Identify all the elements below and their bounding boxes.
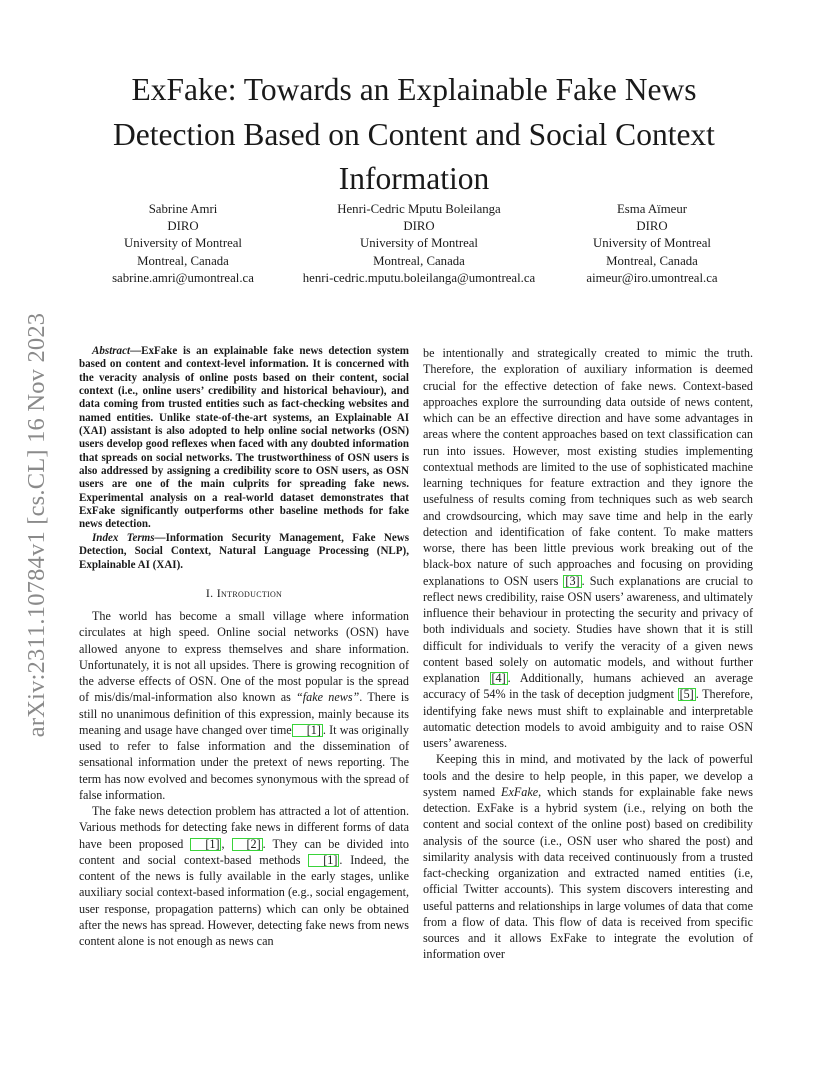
citation-link[interactable]: [1] — [190, 838, 221, 851]
text-run: . Additionally, humans achieved an average accuracy of 54% in the task of deception judgment — [423, 671, 754, 702]
paper-title: ExFake: Towards an Explainable Fake News Detection Based on Content and Social Context Information — [113, 72, 715, 196]
text-run: , which stands for explainable fake news detection. ExFake is a hybrid system (i.e., relying on both the content and social context of the online post) based on credibility analysis of the source (i.e., OSN user who shared the post) and similarity analysis with data received continuously from a trusted fact-checking organization and extracted named entities (i.e, official Twitter accounts). This system discovers interesting and useful patterns and relationships in large volumes of data that come from a flow of data. This flow of data is received from specific sources and it allows ExFake to integrate the evolution of information over — [423, 784, 753, 962]
section-number: I. — [205, 585, 217, 600]
text-run: , — [221, 836, 232, 851]
arxiv-identifier-text: arXiv:2311.10784v1 [cs.CL] 16 Nov 2023 — [23, 312, 50, 738]
system-name: ExFake — [501, 784, 539, 799]
index-terms-label: Index Terms — [92, 531, 155, 544]
author-3 — [502, 201, 802, 287]
text-run: . Therefore, identifying fake news must shift to explainable and interpretable automatic detection models to avoid ambiguity and to raise OSN users’ awareness. — [423, 687, 753, 750]
abstract-label: Abstract — [92, 345, 131, 357]
intro-paragraph-2 — [79, 803, 409, 949]
author-location: Montreal, Canada — [373, 253, 465, 268]
text-run: The world has become a small village where information circulates at high speed. Online social networks (OSN) have allowed anyone to express themselves and share information. Unfortunately, it is not all upsides. There is growing recognition of the adverse effects of OSN. One of the most popular is the spread of mis/dis/mal-information also known as — [79, 609, 409, 705]
abstract — [79, 345, 409, 532]
text-run: Keeping this in mind, and motivated by the lack of powerful tools and the desire to help people, in this paper, we develop a system named — [423, 752, 753, 799]
citation-link[interactable]: [5] — [679, 687, 694, 702]
quoted-term: “fake news” — [296, 690, 360, 705]
citation-link[interactable]: [1] — [292, 724, 323, 737]
index-terms — [79, 532, 409, 572]
author-university: University of Montreal — [593, 236, 711, 251]
index-terms-text: —Information Security Management, Fake News Detection, Social Context, Natural Language Processing (NLP), Explainable AI (XAI). — [79, 531, 410, 571]
section-heading-introduction — [79, 585, 409, 601]
author-location: Montreal, Canada — [606, 253, 698, 268]
body-paragraph-continued — [423, 345, 753, 751]
author-dept: DIRO — [636, 219, 668, 234]
body-paragraph-exfake — [423, 751, 753, 962]
text-run: be intentionally and strategically created to mimic the truth. Therefore, the exploration of auxiliary information is deemed crucial for the effective detection of fake news. Context-based approaches explore the surrounding data outside of news content, which can be an effective direction and have some advantages in areas where the content approaches based on text classification can run into issues. However, most existing studies implementing contextual methods are limited to the use of sophisticated machine learning techniques for feature extraction and they ignore the usefulness of results coming from techniques such as web search and crowdsourcing, which may save time and help in the early detection and identification of fake content. To make matters worse, there has been little previous work breaking out of the black-box nature of such approaches and focusing on providing explanations to OSN users — [423, 346, 753, 588]
author-dept: DIRO — [403, 219, 435, 234]
author-university: University of Montreal — [360, 236, 478, 251]
abstract-text: —ExFake is an explainable fake news detection system based on content and context-level information. It is concerned with the veracity analysis of online posts based on their content, social context (i.e., online users’ credibility and historical behaviour), and data coming from trusted entities such as fact-checking websites and named entities. Unlike state-of-the-art systems, an Explainable AI (XAI) assistant is also adopted to help online social networks (OSN) users develop good reflexes when faced with any doubted information that spreads on social networks. The trustworthiness of OSN users is also addressed by assigning a credibility score to OSN users, as OSN users are one of the main culprits for spreading fake news. Experimental analysis on a real-world dataset demonstrates that ExFake significantly outperforms other baseline methods for fake news detection. — [79, 345, 409, 531]
text-run: The fake news detection problem has attracted a lot of attention. Various methods for detecting fake news in different forms of data have been proposed — [79, 804, 409, 851]
author-email: sabrine.amri@umontreal.ca — [112, 270, 254, 285]
text-run: . It was originally used to refer to false information and the dissemination of sensational information under the pretext of news reporting. The term has now evolved and becomes synonymous with the spread of false information. — [79, 722, 409, 802]
text-run: . There is still no unanimous definition of this expression, mainly because its meaning and usage have changed over time — [79, 690, 409, 737]
citation-link[interactable]: [2] — [232, 838, 263, 851]
author-dept: DIRO — [167, 219, 199, 234]
citation-link[interactable]: [3] — [565, 573, 580, 588]
author-email: aimeur@iro.umontreal.ca — [586, 270, 718, 285]
text-run: . They can be divided into content and social context-based methods — [79, 836, 410, 867]
author-name: Esma Aïmeur — [616, 202, 687, 216]
author-location: Montreal, Canada — [137, 253, 229, 268]
citation-link[interactable]: [1] — [308, 854, 339, 867]
author-name: Henri-Cedric Mputu Boleilanga — [337, 202, 501, 216]
right-column — [423, 345, 753, 963]
left-column — [79, 345, 409, 949]
text-run: . Indeed, the content of the news is fully available in the early stages, unlike auxiliary social context-based information (e.g., social engagement, user response, propagation patterns) which can only be obtained after the news has spread. However, detecting fake news from news content alone is not enough as news can — [79, 852, 409, 949]
intro-paragraph-1 — [79, 608, 409, 803]
text-run: . Such explanations are crucial to reflect news credibility, raise OSN users’ awareness, and ultimately influence their behaviour in protecting the security and privacy of both individuals and society. Studies have shown that it is still difficult for individuals to verify the veracity of a given news content based solely on automatic models, and without further explanation — [423, 573, 753, 685]
author-name: Sabrine Amri — [148, 202, 218, 216]
author-block — [0, 201, 828, 291]
citation-link[interactable]: [4] — [491, 671, 506, 685]
author-university: University of Montreal — [124, 236, 242, 251]
section-title: Introduction — [216, 585, 283, 600]
author-email: henri-cedric.mputu.boleilanga@umontreal.ca — [302, 270, 536, 285]
arxiv-identifier-stamp — [22, 285, 52, 765]
